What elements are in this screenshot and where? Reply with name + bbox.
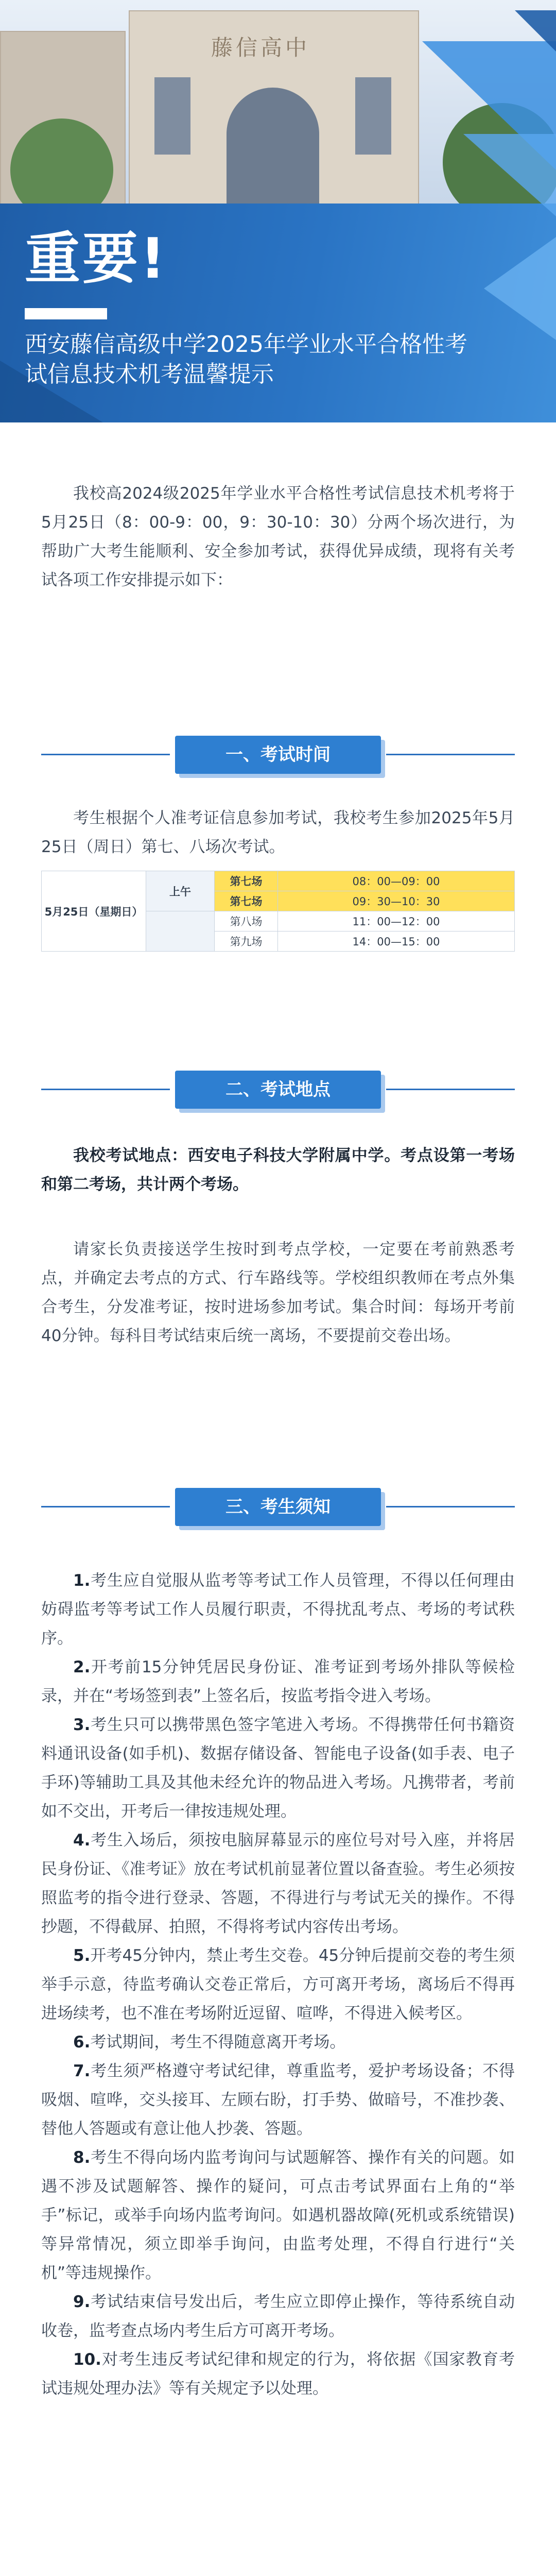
time-cell: 08：00—09：00 xyxy=(278,871,515,891)
rule-text: 考试结束信号发出后，考生应立即停止操作，等待系统自动收卷，监考查点场内考生后方可离开考场。 xyxy=(41,2293,515,2340)
table-row xyxy=(42,871,515,891)
rule-text: 对考生违反考试纪律和规定的行为，将依据《国家教育考试违规处理办法》等有关规定予以处理。 xyxy=(41,2350,515,2398)
rule-number: 2. xyxy=(73,1658,91,1676)
location-main-text: 我校考试地点：西安电子科技大学附属中学。考点设第一考场和第二考场，共计两个考场。 xyxy=(41,1146,515,1194)
rule-text: 考生只可以携带黑色签字笔进入考场。不得携带任何书籍资料通讯设备(如手机)、数据存储设备、智能电子设备(如手表、电子手环)等辅助工具及其他未经允许的物品进入考场。凡携带者，考前如不交出，开考后一律按违规处理。 xyxy=(41,1716,515,1821)
list-item xyxy=(41,1826,515,1941)
gate-signboard-text: 藤信高中 xyxy=(211,35,310,60)
intro-text: 我校高2024级2025年学业水平合格性考试信息技术机考将于5月25日（8：00-9：00，9：30-10：30）分两个场次进行，为帮助广大考生能顺利、安全参加考试，获得优异成绩，现将有关考试各项工作安排提示如下： xyxy=(41,484,515,589)
rule-text: 考生应自觉服从监考等考试工作人员管理，不得以任何理由妨碍监考等考试工作人员履行职责，不得扰乱考点、考场的考试秩序。 xyxy=(41,1571,515,1648)
session-cell: 第七场 xyxy=(215,891,278,911)
list-item xyxy=(41,1566,515,1653)
rule-number: 3. xyxy=(73,1716,91,1734)
rules-list xyxy=(41,1566,515,2403)
schedule-table xyxy=(41,871,515,952)
section-title: 二、考试地点 xyxy=(225,1079,331,1100)
location-paragraph xyxy=(41,1141,515,1350)
rule-number: 8. xyxy=(73,2148,91,2167)
divider xyxy=(386,1089,515,1090)
time-paragraph xyxy=(41,804,515,861)
list-item xyxy=(41,2057,515,2143)
rule-number: 6. xyxy=(73,2033,91,2052)
section-header-location xyxy=(0,1061,556,1118)
rule-text: 考生入场后，须按电脑屏幕显示的座位号对号入座，并将居民身份证、《准考证》放在考试机前显著位置以备查验。考生必须按照监考的指令进行登录、答题，不得进行与考试无关的操作。不得抄题，不得截屏、拍照，不得将考试内容传出考场。 xyxy=(41,1831,515,1936)
rule-text: 考试期间，考生不得随意离开考场。 xyxy=(90,2033,346,2052)
period-cell-blank xyxy=(146,911,215,952)
session-cell: 第七场 xyxy=(215,871,278,891)
rule-text: 开考前15分钟凭居民身份证、准考证到考场外排队等候检录，并在“考场签到表”上签名后，按监考指令进入考场。 xyxy=(41,1658,515,1705)
rule-number: 1. xyxy=(73,1571,91,1590)
divider xyxy=(386,754,515,755)
divider xyxy=(41,1089,170,1090)
section-title: 一、考试时间 xyxy=(225,744,331,765)
location-detail-text: 请家长负责接送学生按时到考点学校，一定要在考前熟悉考点，并确定去考点的方式、行车路线等。学校组织教师在考点外集合考生，分发准考证，按时进场参加考试。集合时间：每场开考前40分钟。每科目考试结束后统一离场，不要提前交卷出场。 xyxy=(41,1240,515,1345)
period-cell: 上午 xyxy=(146,871,215,911)
session-cell: 第八场 xyxy=(215,911,278,931)
rule-number: 7. xyxy=(73,2062,91,2080)
divider xyxy=(41,754,170,755)
intro-paragraph xyxy=(41,479,515,595)
list-item xyxy=(41,1653,515,1710)
section-title: 三、考生须知 xyxy=(225,1497,331,1517)
section-header-rules xyxy=(0,1479,556,1535)
list-item xyxy=(41,1941,515,2028)
list-item xyxy=(41,2287,515,2345)
section-tag xyxy=(175,736,381,774)
page-title: 重要! xyxy=(25,227,168,291)
title-underline xyxy=(25,308,107,319)
time-cell: 11：00—12：00 xyxy=(278,911,515,931)
list-item xyxy=(41,2345,515,2403)
section-tag xyxy=(175,1488,381,1526)
divider xyxy=(41,1506,170,1507)
rule-number: 4. xyxy=(73,1831,91,1850)
divider xyxy=(386,1506,515,1507)
section-header-time xyxy=(0,726,556,783)
rule-text: 考生不得向场内监考询问与试题解答、操作有关的问题。如遇不涉及试题解答、操作的疑问，可点击考试界面右上角的“举手”标记，或举手向场内监考询问。如遇机器故障(死机或系统错误)等异常情况，须立即举手询问，由监考处理，不得自行进行“关机”等违规操作。 xyxy=(41,2148,515,2282)
list-item xyxy=(41,2028,515,2057)
rule-text: 考生须严格遵守考试纪律，尊重监考，爱护考场设备；不得吸烟、喧哗，交头接耳、左顾右盼，打手势、做暗号，不准抄袭、替他人答题或有意让他人抄袭、答题。 xyxy=(41,2062,515,2138)
time-cell: 09：30—10：30 xyxy=(278,891,515,911)
rule-number: 10. xyxy=(73,2350,101,2369)
rule-text: 开考45分钟内，禁止考生交卷。45分钟后提前交卷的考生须举手示意，待监考确认交卷正常后，方可离开考场，离场后不得再进场续考，也不准在考场附近逗留、喧哗，不得进入候考区。 xyxy=(41,1946,515,2023)
rule-number: 9. xyxy=(73,2293,91,2311)
hero-banner xyxy=(0,0,556,422)
time-text: 考生根据个人准考证信息参加考试，我校考生参加2025年5月25日（周日）第七、八场次考试。 xyxy=(41,809,515,856)
section-tag xyxy=(175,1071,381,1109)
rule-number: 5. xyxy=(73,1946,91,1965)
list-item xyxy=(41,2143,515,2287)
page-subtitle: 西安藤信高级中学2025年学业水平合格性考试信息技术机考温馨提示 xyxy=(25,331,467,387)
session-cell: 第九场 xyxy=(215,931,278,952)
date-cell: 5月25日（星期日） xyxy=(42,871,146,952)
list-item xyxy=(41,1710,515,1826)
time-cell: 14：00—15：00 xyxy=(278,931,515,952)
